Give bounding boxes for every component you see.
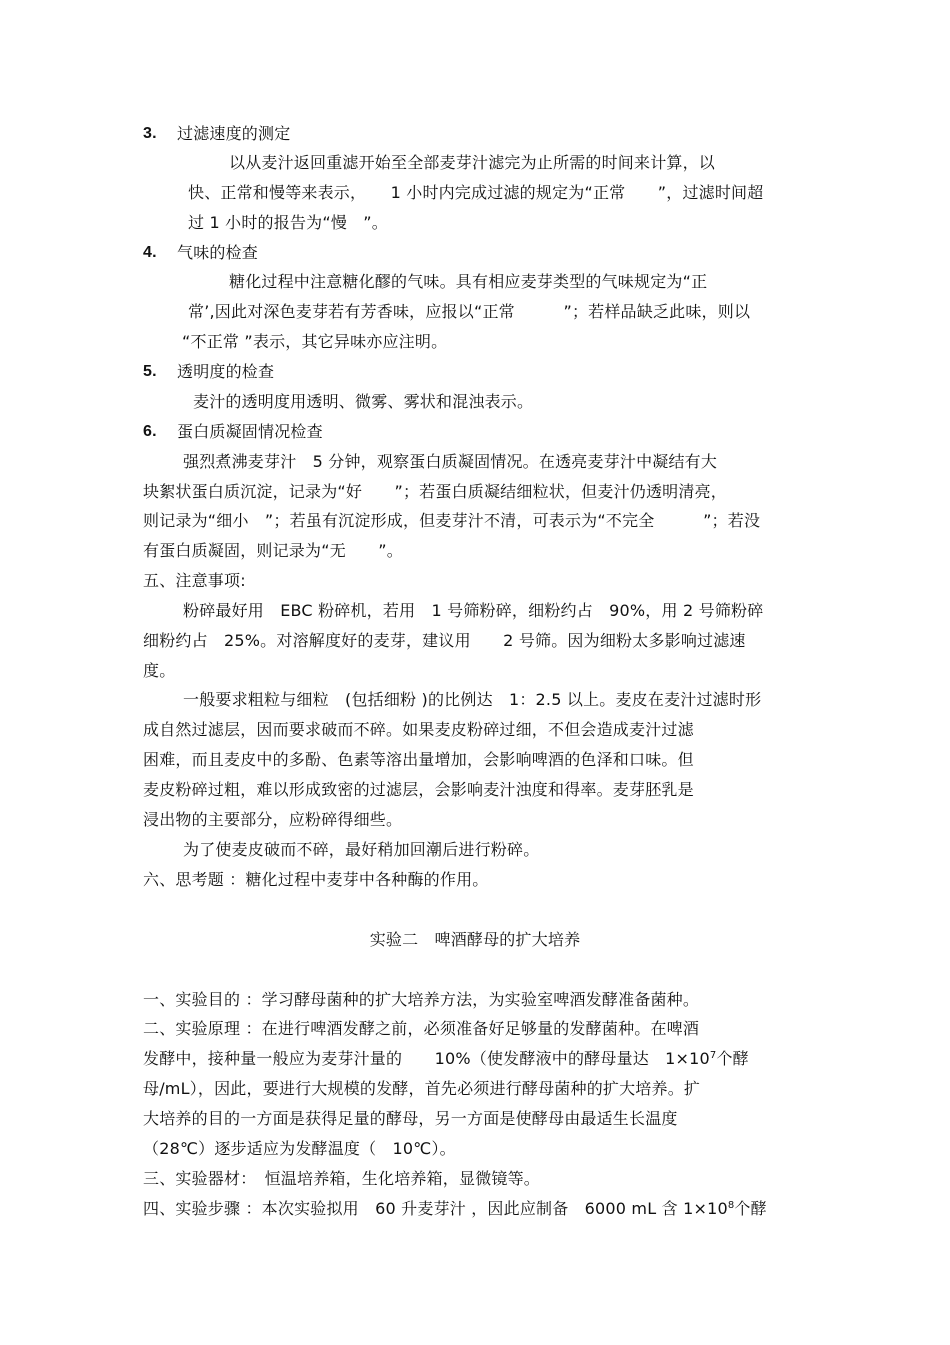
principle-line: 母/mL），因此，要进行大规模的发酵，首先必须进行酵母菌种的扩大培养。扩 bbox=[143, 1079, 701, 1098]
paragraph-line: 常’,因此对深色麦芽若有芳香味，应报以“正常 ”；若样品缺乏此味，则以 bbox=[188, 302, 751, 321]
paragraph-line: 块絮状蛋白质沉淀，记录为“好 ”；若蛋白质凝结细粒状，但麦汁仍透明清亮， bbox=[143, 482, 727, 501]
section-heading: 五、注意事项: bbox=[143, 571, 246, 590]
paragraph-line: 强烈煮沸麦芽汁 5 分钟，观察蛋白质凝固情况。在透亮麦芽汁中凝结有大 bbox=[183, 452, 718, 471]
principle-line: （28℃）逐步适应为发酵温度（ 10℃）。 bbox=[143, 1139, 456, 1158]
paragraph-line: 有蛋白质凝固，则记录为“无 ”。 bbox=[143, 541, 403, 560]
paragraph-line: “不正常 ”表示，其它异味亦应注明。 bbox=[182, 332, 448, 351]
paragraph-line: 成自然过滤层，因而要求破而不碎。如果麦皮粉碎过细，不但会造成麦汁过滤 bbox=[143, 720, 694, 739]
section-number: 3. bbox=[143, 125, 157, 142]
section-heading: 气味的检查 bbox=[177, 243, 259, 262]
paragraph-line: 度。 bbox=[143, 661, 176, 680]
section-heading: 蛋白质凝固情况检查 bbox=[177, 422, 323, 441]
paragraph-line: 为了使麦皮破而不碎，最好稍加回潮后进行粉碎。 bbox=[183, 840, 540, 859]
section-heading: 透明度的检查 bbox=[177, 362, 275, 381]
principle-line: 二、实验原理 ：在进行啤酒发酵之前，必须准备好足够量的发酵菌种。在啤酒 bbox=[143, 1019, 700, 1038]
paragraph-line: 糖化过程中注意糖化醪的气味。具有相应麦芽类型的气味规定为“正 bbox=[229, 272, 708, 291]
exponent: 8 bbox=[727, 1200, 735, 1211]
principle-text: 发酵中，接种量一般应为麦芽汁量的 10%（使发酵液中的酵母量达 1×10 bbox=[143, 1049, 710, 1068]
section-number: 6. bbox=[143, 423, 157, 440]
equipment-line: 三、实验器材： 恒温培养箱，生化培养箱，显微镜等。 bbox=[143, 1169, 541, 1188]
question-line: 六、思考题 ：糖化过程中麦芽中各种酶的作用。 bbox=[143, 870, 489, 889]
paragraph-line: 快、正常和慢等来表示， 1 小时内完成过滤的规定为“正常 ”，过滤时间超 bbox=[188, 183, 764, 202]
experiment-title: 实验二 啤酒酵母的扩大培养 bbox=[369, 930, 581, 949]
paragraph-line: 一般要求粗粒与细粒 (包括细粉 )的比例达 1：2.5 以上。麦皮在麦汁过滤时形 bbox=[183, 690, 762, 709]
purpose-line: 一、实验目的 ：学习酵母菌种的扩大培养方法，为实验室啤酒发酵准备菌种。 bbox=[143, 990, 700, 1009]
principle-line: 大培养的目的一方面是获得足量的酵母，另一方面是使酵母由最适生长温度 bbox=[143, 1109, 678, 1128]
paragraph-line: 麦皮粉碎过粗，难以形成致密的过滤层，会影响麦汁浊度和得率。麦芽胚乳是 bbox=[143, 780, 694, 799]
section-number: 5. bbox=[143, 363, 157, 380]
paragraph-line: 粉碎最好用 EBC 粉碎机，若用 1 号筛粉碎，细粉约占 90%，用 2 号筛粉碎 bbox=[183, 601, 764, 620]
exponent: 7 bbox=[709, 1050, 717, 1061]
steps-text: 个酵 bbox=[734, 1199, 767, 1218]
paragraph-line: 则记录为“细小 ”；若虽有沉淀形成，但麦芽汁不清，可表示为“不完全 ”；若没 bbox=[143, 511, 761, 530]
steps-text: 四、实验步骤 ：本次实验拟用 60 升麦芽汁 ，因此应制备 6000 mL 含 1×10 bbox=[143, 1199, 728, 1218]
paragraph-line: 细粉约占 25%。对溶解度好的麦芽，建议用 2 号筛。因为细粉太多影响过滤速 bbox=[143, 631, 746, 650]
paragraph-line: 以从麦汁返回重滤开始至全部麦芽汁滤完为止所需的时间来计算，以 bbox=[229, 153, 716, 172]
paragraph-line: 困难，而且麦皮中的多酚、色素等溶出量增加，会影响啤酒的色泽和口味。但 bbox=[143, 750, 694, 769]
section-number: 4. bbox=[143, 244, 157, 261]
paragraph-line: 麦汁的透明度用透明、微雾、雾状和混浊表示。 bbox=[193, 392, 534, 411]
paragraph-line: 过 1 小时的报告为“慢 ”。 bbox=[188, 213, 388, 232]
section-heading: 过滤速度的测定 bbox=[177, 124, 291, 143]
steps-line bbox=[143, 1199, 767, 1219]
principle-line bbox=[143, 1049, 749, 1069]
paragraph-line: 浸出物的主要部分，应粉碎得细些。 bbox=[143, 810, 403, 829]
principle-text: 个酵 bbox=[716, 1049, 749, 1068]
